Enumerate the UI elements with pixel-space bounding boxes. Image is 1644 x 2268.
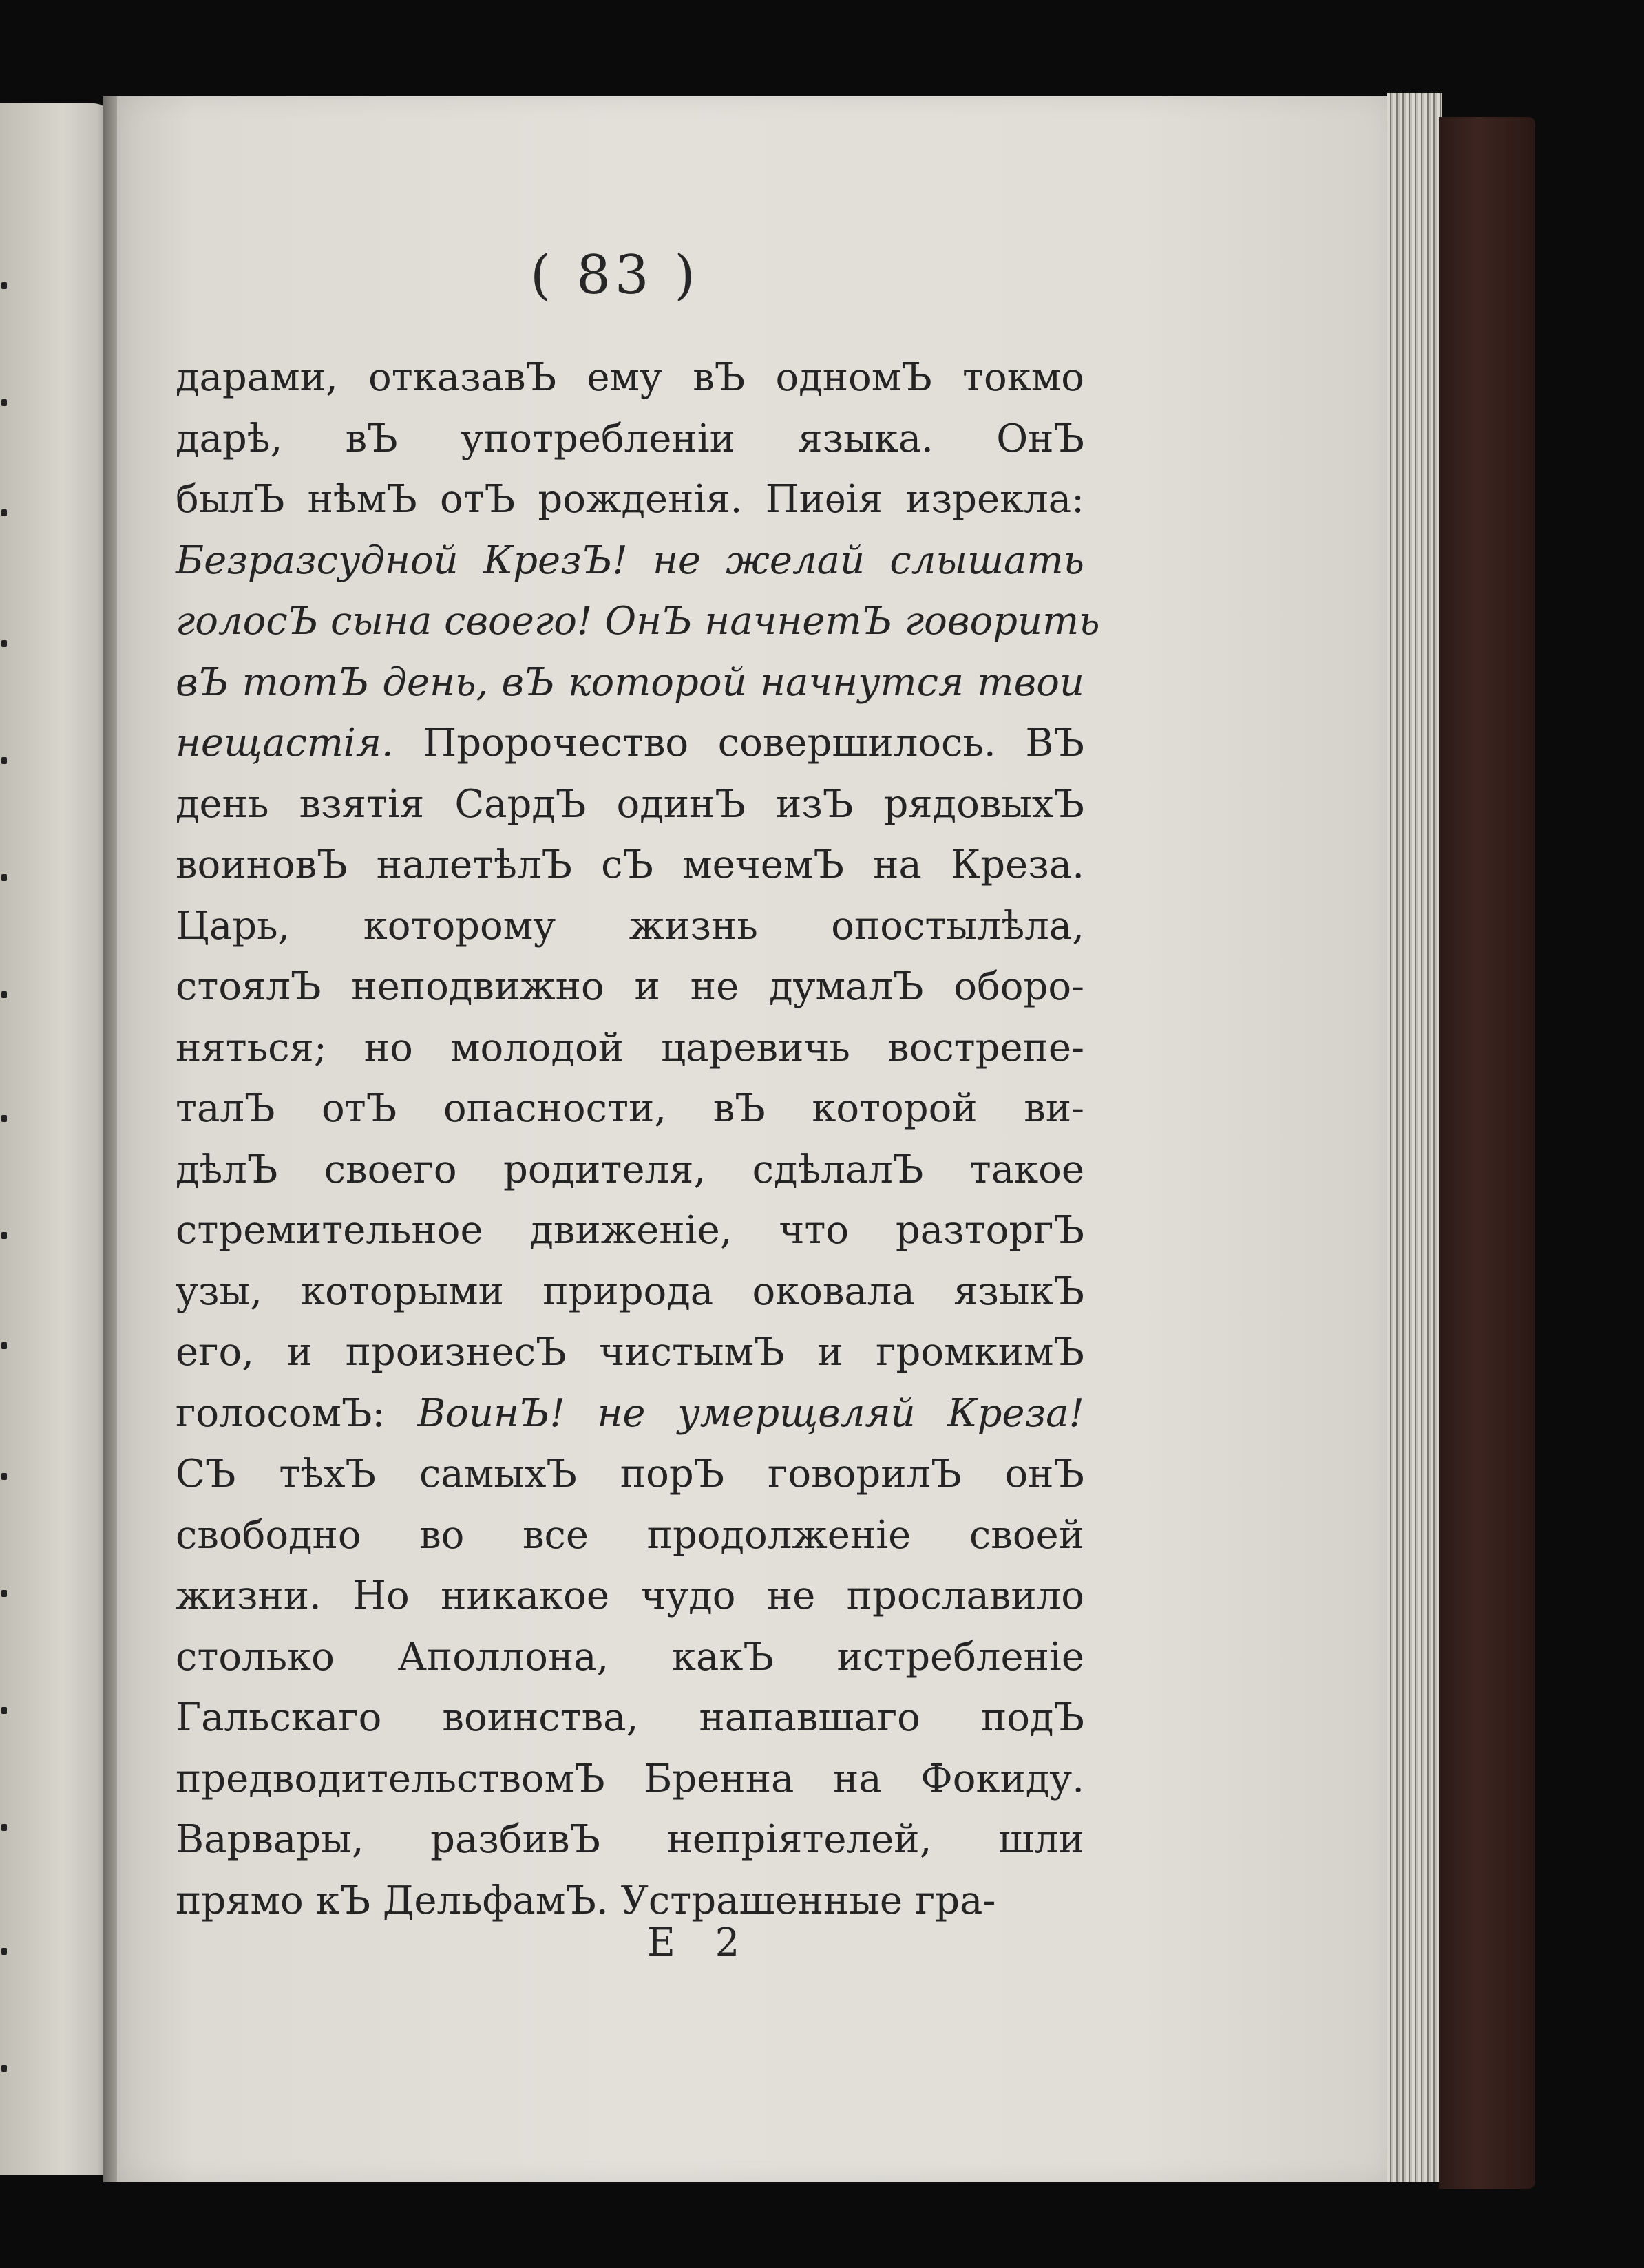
text-segment: жизни. Но никакое чудо не прославило	[176, 1573, 1084, 1618]
text-line	[176, 1018, 1084, 1079]
text-line	[176, 896, 1084, 957]
text-segment: столько Аполлона, какЪ истребленіе	[176, 1634, 1084, 1679]
text-line	[176, 1627, 1084, 1688]
text-segment: дѣлЪ своего родителя, сдѣлалЪ такое	[176, 1147, 1084, 1192]
text-segment: дарами, отказавЪ ему вЪ одномЪ токмо	[176, 355, 1084, 400]
page-stack-edge	[1387, 93, 1442, 2182]
text-line	[176, 1384, 1084, 1445]
text-segment: стремительное движеніе, что разторгЪ	[176, 1208, 1084, 1253]
text-segment: дарѣ, вЪ употребленіи языка. ОнЪ	[176, 416, 1084, 461]
text-segment: стоялЪ неподвижно и не думалЪ оборо-	[176, 964, 1084, 1009]
page-number: ( 83 )	[530, 244, 699, 306]
text-segment: былЪ нѣмЪ отЪ рожденія. Пиѳія изрекла:	[176, 477, 1084, 522]
text-line	[176, 531, 1084, 592]
text-segment: предводительствомЪ Бренна на Фокиду.	[176, 1756, 1084, 1801]
text-line	[176, 1871, 1084, 1932]
text-segment: Царь, которому жизнь опостылѣла,	[176, 903, 1084, 948]
italic-text-segment: вЪ тотЪ день, вЪ которой начнутся твои	[176, 659, 1084, 705]
book-cover-edge	[1439, 117, 1535, 2189]
text-line	[176, 409, 1084, 470]
text-line	[176, 653, 1084, 714]
italic-text-segment: голосЪ сына своего! ОнЪ начнетЪ говорить	[176, 599, 1100, 644]
text-line	[176, 591, 1100, 653]
left-page-text-marks	[0, 103, 14, 2175]
italic-text-segment: нещастія.	[176, 721, 394, 765]
italic-text-segment: ВоинЪ! не умерщвляй Креза!	[417, 1390, 1084, 1436]
text-line	[176, 1322, 1084, 1384]
text-line	[176, 1140, 1084, 1201]
left-facing-page-edge	[0, 103, 114, 2175]
text-line	[176, 1262, 1084, 1323]
text-segment: Пророчество совершилось. ВЪ	[393, 721, 1084, 765]
text-line	[176, 1566, 1084, 1627]
text-line	[176, 469, 1084, 531]
text-segment: воиновЪ налетѣлЪ сЪ мечемЪ на Креза.	[176, 842, 1084, 887]
text-line	[176, 1810, 1084, 1871]
text-line	[176, 1200, 1084, 1262]
text-segment: день взятія СардЪ одинЪ изЪ рядовыхЪ	[176, 781, 1084, 827]
text-segment: талЪ отЪ опасности, вЪ которой ви-	[176, 1086, 1084, 1131]
text-line	[176, 1688, 1084, 1749]
text-line	[176, 1505, 1084, 1567]
text-segment: голосомЪ:	[176, 1390, 418, 1436]
text-segment: СЪ тѣхЪ самыхЪ порЪ говорилЪ онЪ	[176, 1452, 1084, 1496]
printer-signature-mark: E 2	[647, 1920, 754, 1965]
text-segment: Варвары, разбивЪ непріятелей, шли	[176, 1817, 1084, 1862]
page-text-block	[176, 348, 1100, 1931]
text-line	[176, 1079, 1084, 1140]
text-segment: узы, которыми природа оковала языкЪ	[176, 1269, 1084, 1314]
text-segment: его, и произнесЪ чистымЪ и громкимЪ	[176, 1330, 1084, 1375]
text-line	[176, 957, 1084, 1018]
text-segment: свободно во все продолженіе своей	[176, 1512, 1084, 1558]
text-segment: Гальскаго воинства, напавшаго подЪ	[176, 1695, 1084, 1740]
text-line	[176, 1444, 1084, 1505]
text-line	[176, 348, 1084, 409]
text-line	[176, 835, 1084, 896]
text-line	[176, 1749, 1084, 1810]
text-line	[176, 774, 1084, 836]
text-segment: прямо кЪ ДельфамЪ. Устрашенные гра-	[176, 1878, 996, 1923]
text-line	[176, 713, 1084, 774]
text-segment: няться; но молодой царевичь вострепе-	[176, 1025, 1084, 1070]
italic-text-segment: Безразсудной КрезЪ! не желай слышать	[176, 538, 1084, 583]
